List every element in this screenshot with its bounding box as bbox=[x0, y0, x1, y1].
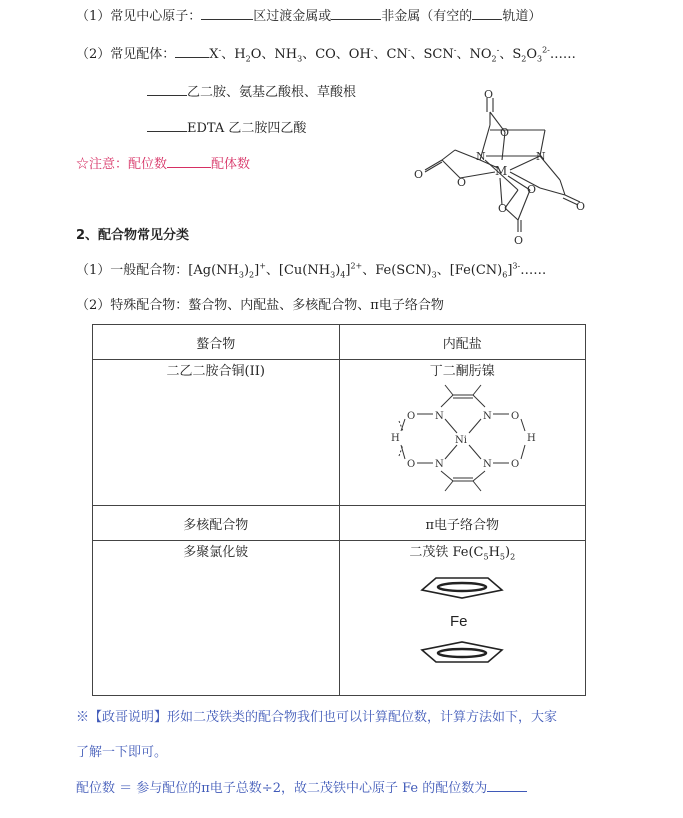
central-atom-text-c: 轨道） bbox=[502, 9, 542, 24]
edta-m: M bbox=[495, 164, 508, 178]
ag-sub-2: 2 bbox=[249, 270, 255, 280]
ligand-s2o3-sub1: 2 bbox=[521, 54, 527, 64]
cell-polynuclear-example bbox=[93, 541, 340, 696]
section-2-title: 2、配合物常见分类 bbox=[76, 228, 190, 243]
blank-ligand-3[interactable] bbox=[147, 119, 187, 132]
edta-n-left: N bbox=[476, 150, 486, 163]
ligand-s2o3-o: O bbox=[526, 47, 537, 62]
table-row-2 bbox=[93, 506, 586, 541]
ligand-s2o3-charge: 2- bbox=[542, 45, 550, 55]
ligand-bidentate: 乙二胺、氨基乙酸根、草酸根 bbox=[187, 85, 357, 100]
edta-o-bottom-inner: O bbox=[498, 202, 508, 215]
ferrocene-structure bbox=[402, 568, 522, 668]
blank-fe-coordination[interactable] bbox=[487, 779, 527, 792]
ligand-co-oh: 、CO、OH bbox=[302, 47, 371, 62]
ferrocene-sub-2: 5 bbox=[499, 552, 505, 562]
cell-polynuclear: 多核配合物 bbox=[93, 506, 340, 541]
fe-cn-charge: 3- bbox=[512, 261, 521, 271]
blank-note[interactable] bbox=[167, 155, 211, 168]
general-complex-line bbox=[76, 262, 546, 280]
ag-sub-1: 3 bbox=[238, 270, 244, 280]
polynuclear-example: 多聚氯化铍 bbox=[183, 545, 249, 560]
ag-complex: [Ag(NH bbox=[188, 263, 239, 278]
edta-o-right-outer: O bbox=[576, 200, 586, 213]
table-row-3 bbox=[93, 541, 586, 696]
ligand-nh3-sub: 3 bbox=[297, 54, 303, 64]
edta-n-right: N bbox=[536, 150, 546, 163]
edta-o-upper: O bbox=[500, 126, 510, 139]
explanation-line-2: 了解一下即可。 bbox=[76, 745, 168, 760]
blank-ligand-1[interactable] bbox=[175, 45, 209, 58]
dmg-n-2: N bbox=[483, 411, 492, 422]
table-header-row bbox=[93, 325, 586, 360]
ligand-no2-charge: - bbox=[496, 45, 500, 55]
cu-charge: 2+ bbox=[350, 261, 363, 271]
ligand-no2: 、NO bbox=[456, 47, 492, 62]
ligand-cn: 、CN bbox=[373, 47, 408, 62]
ligand-no2-sub: 2 bbox=[491, 54, 497, 64]
dmg-n-1: N bbox=[435, 411, 444, 422]
dmg-o-4: O bbox=[511, 459, 520, 470]
ferrocene-formula bbox=[340, 541, 586, 560]
fe-cn-complex: 、[Fe(CN) bbox=[436, 263, 503, 278]
edta-o-right-inner: O bbox=[527, 183, 537, 196]
nickel-dimethylglyoxime-structure bbox=[387, 381, 537, 493]
fe-scn-complex: 、Fe(SCN) bbox=[362, 263, 432, 278]
edta-complex-structure bbox=[400, 90, 600, 250]
cu-sub-2: 4 bbox=[340, 270, 346, 280]
blank-region[interactable] bbox=[201, 7, 253, 20]
fe-cn-sub: 6 bbox=[502, 270, 508, 280]
fe-cn-bracket: ] bbox=[507, 263, 513, 278]
dmg-o-1: O bbox=[407, 411, 416, 422]
general-complex-label: （1）一般配合物： bbox=[76, 263, 189, 278]
ligand-edta: EDTA 乙二胺四乙酸 bbox=[187, 121, 307, 136]
edta-o-left-outer: O bbox=[414, 168, 424, 181]
dmg-o-3: O bbox=[407, 459, 416, 470]
ligand-s2o3-sub2: 3 bbox=[536, 54, 543, 64]
edta-o-top: O bbox=[484, 90, 494, 101]
ligand-line bbox=[76, 45, 576, 64]
ag-bracket: ] bbox=[254, 263, 260, 278]
cell-inner-salt-example bbox=[339, 360, 586, 506]
central-atom-text-b: 非金属（有空的 bbox=[381, 9, 473, 24]
complex-classification-table bbox=[92, 324, 586, 696]
table-row-1 bbox=[93, 360, 586, 506]
chelate-example: 二乙二胺合铜(II) bbox=[166, 364, 265, 379]
fe-scn-sub: 3 bbox=[431, 270, 437, 280]
ag-paren: ) bbox=[243, 263, 250, 278]
ferrocene-paren: ) bbox=[505, 545, 511, 560]
general-ellipsis: …… bbox=[520, 263, 547, 278]
note-prefix: ☆注意：配位数 bbox=[76, 157, 168, 172]
coordination-formula: 配位数 ＝ 参与配位的π电子总数÷2，故二茂铁中心原子 Fe 的配位数为 bbox=[76, 781, 488, 796]
cell-pi-complex: π电子络合物 bbox=[339, 506, 586, 541]
dmg-ni: Ni bbox=[455, 435, 468, 446]
ferrocene-pre: 二茂铁 Fe(C bbox=[409, 545, 484, 560]
cu-paren: ) bbox=[335, 263, 341, 278]
dmg-n-3: N bbox=[435, 459, 444, 470]
ligand-h2o-post: O、 bbox=[250, 47, 275, 62]
special-complex-line: （2）特殊配合物：螯合物、内配盐、多核配合物、π电子络合物 bbox=[76, 298, 444, 313]
header-inner-salt: 内配盐 bbox=[339, 325, 586, 360]
header-chelate: 螯合物 bbox=[93, 325, 340, 360]
ligand-nh3: NH bbox=[274, 47, 298, 62]
ligand-scn: 、SCN bbox=[410, 47, 454, 62]
central-atom-line bbox=[76, 7, 541, 26]
edta-o-bottom-outer: O bbox=[514, 234, 524, 247]
ligand-line-3 bbox=[147, 119, 306, 138]
cell-ferrocene bbox=[339, 541, 586, 696]
ligand-x-charge: - bbox=[218, 45, 222, 55]
ligand-line-2 bbox=[147, 83, 356, 102]
inner-salt-example: 丁二酮肟镍 bbox=[429, 364, 495, 379]
note-suffix: 配体数 bbox=[211, 157, 251, 172]
note-line bbox=[76, 155, 250, 174]
ferrocene-h: H bbox=[488, 545, 500, 560]
cu-complex: 、[Cu(NH bbox=[265, 263, 331, 278]
ligand-sep: 、 bbox=[221, 47, 235, 62]
ligand-h2o: H bbox=[234, 47, 246, 62]
dmg-h-2: H bbox=[527, 433, 536, 444]
blank-nonmetal[interactable] bbox=[331, 7, 381, 20]
explanation-line-3 bbox=[76, 779, 527, 798]
ligand-cn-charge: - bbox=[407, 45, 411, 55]
ligand-scn-charge: - bbox=[453, 45, 457, 55]
ligand-ellipsis: …… bbox=[549, 47, 576, 62]
ferrocene-fe: Fe bbox=[450, 613, 468, 630]
ligand-label: （2）常见配体： bbox=[76, 47, 176, 62]
ligand-oh-charge: - bbox=[370, 45, 374, 55]
central-atom-label: （1）常见中心原子： bbox=[76, 9, 202, 24]
ferrocene-sub-1: 5 bbox=[483, 552, 489, 562]
explanation-line-1: ※【政哥说明】形如二茂铁类的配合物我们也可以计算配位数，计算方法如下，大家 bbox=[76, 710, 558, 725]
ag-charge: + bbox=[259, 261, 266, 271]
ferrocene-sub-3: 2 bbox=[510, 552, 516, 562]
blank-orbital[interactable] bbox=[472, 7, 502, 20]
dmg-h-1: H bbox=[391, 433, 400, 444]
cell-chelate-example bbox=[93, 360, 340, 506]
edta-o-left-inner: O bbox=[457, 176, 467, 189]
cu-bracket: ] bbox=[345, 263, 351, 278]
ligand-x: X bbox=[209, 47, 219, 62]
ligand-h2o-sub: 2 bbox=[245, 54, 251, 64]
cu-sub-1: 3 bbox=[330, 270, 336, 280]
dmg-n-4: N bbox=[483, 459, 492, 470]
central-atom-text-a: 区过渡金属或 bbox=[253, 9, 332, 24]
dmg-o-2: O bbox=[511, 411, 520, 422]
ligand-s2o3: 、S bbox=[499, 47, 522, 62]
blank-ligand-2[interactable] bbox=[147, 83, 187, 96]
